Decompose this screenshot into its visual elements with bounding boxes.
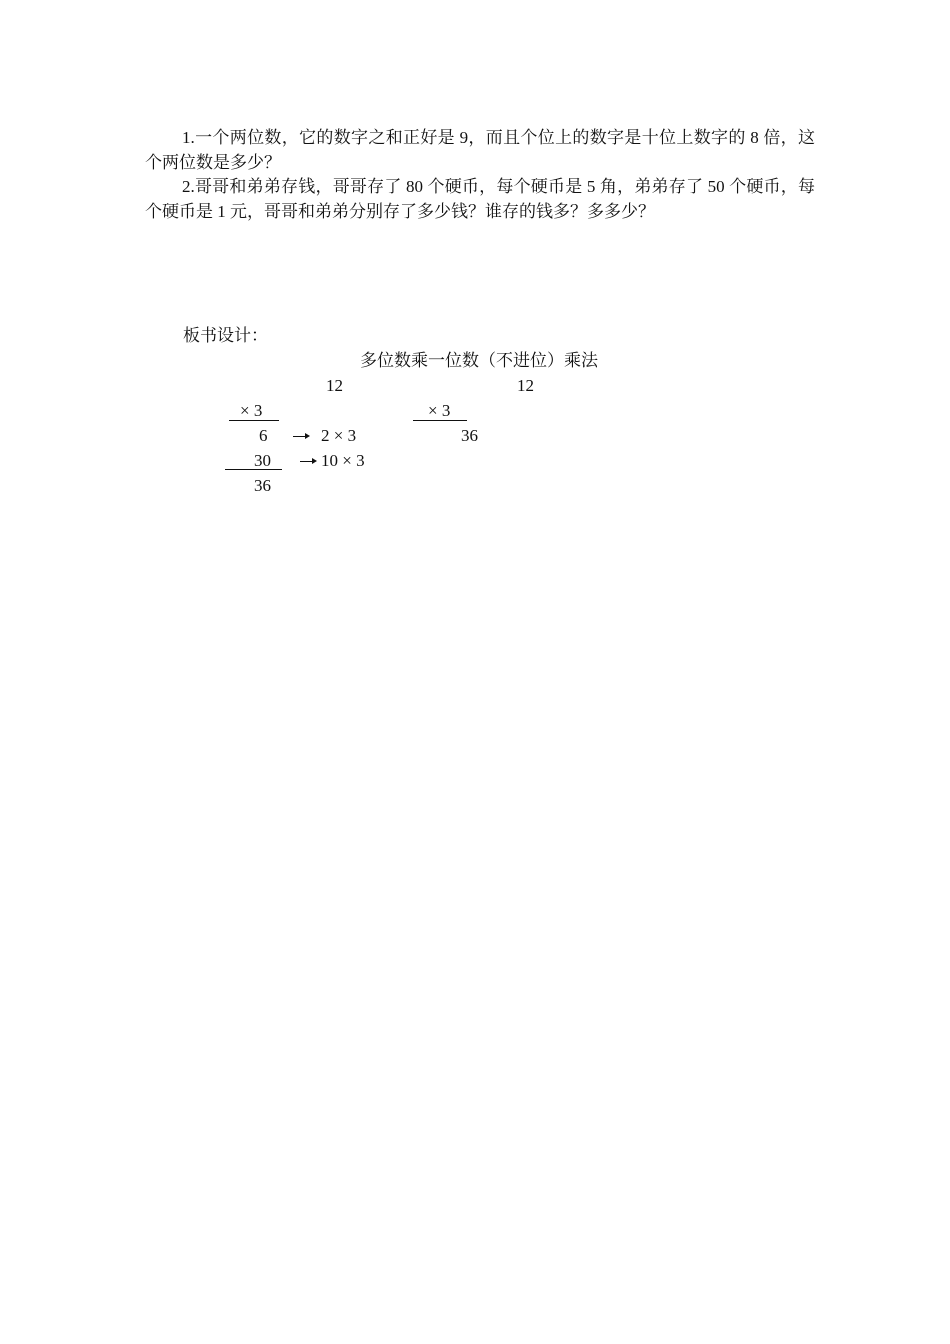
exercise-2: 2.哥哥和弟弟存钱，哥哥存了 80 个硬币，每个硬币是 5 角，弟弟存了 50 个硬币，每个硬币是 1 元，哥哥和弟弟分别存了多少钱？谁存的钱多？多多少？: [145, 177, 815, 221]
left-multiplicand: 12: [326, 376, 343, 395]
right-multiplier-rule: [413, 420, 467, 421]
right-result: 36: [461, 426, 478, 445]
left-partial-rule: [225, 469, 282, 470]
board-design-label: 板书设计：: [183, 326, 268, 345]
left-multiplier-rule: [229, 420, 279, 421]
left-result: 36: [254, 476, 271, 495]
left-partial-1: 6: [259, 426, 268, 445]
board-title: 多位数乘一位数（不进位）乘法: [360, 351, 598, 370]
arrow-icon: [300, 461, 314, 462]
left-partial-2-note: 10 × 3: [321, 451, 365, 470]
right-multiplicand: 12: [517, 376, 534, 395]
left-partial-1-note: 2 × 3: [321, 426, 357, 445]
right-multiplier: × 3: [428, 401, 451, 420]
arrow-icon: [293, 436, 307, 437]
exercise-1: 1.一个两位数，它的数字之和正好是 9，而且个位上的数字是十位上数字的 8 倍，这个两位数是多少？: [145, 128, 815, 172]
left-multiplier: × 3: [240, 401, 263, 420]
left-partial-2: 30: [254, 451, 271, 470]
